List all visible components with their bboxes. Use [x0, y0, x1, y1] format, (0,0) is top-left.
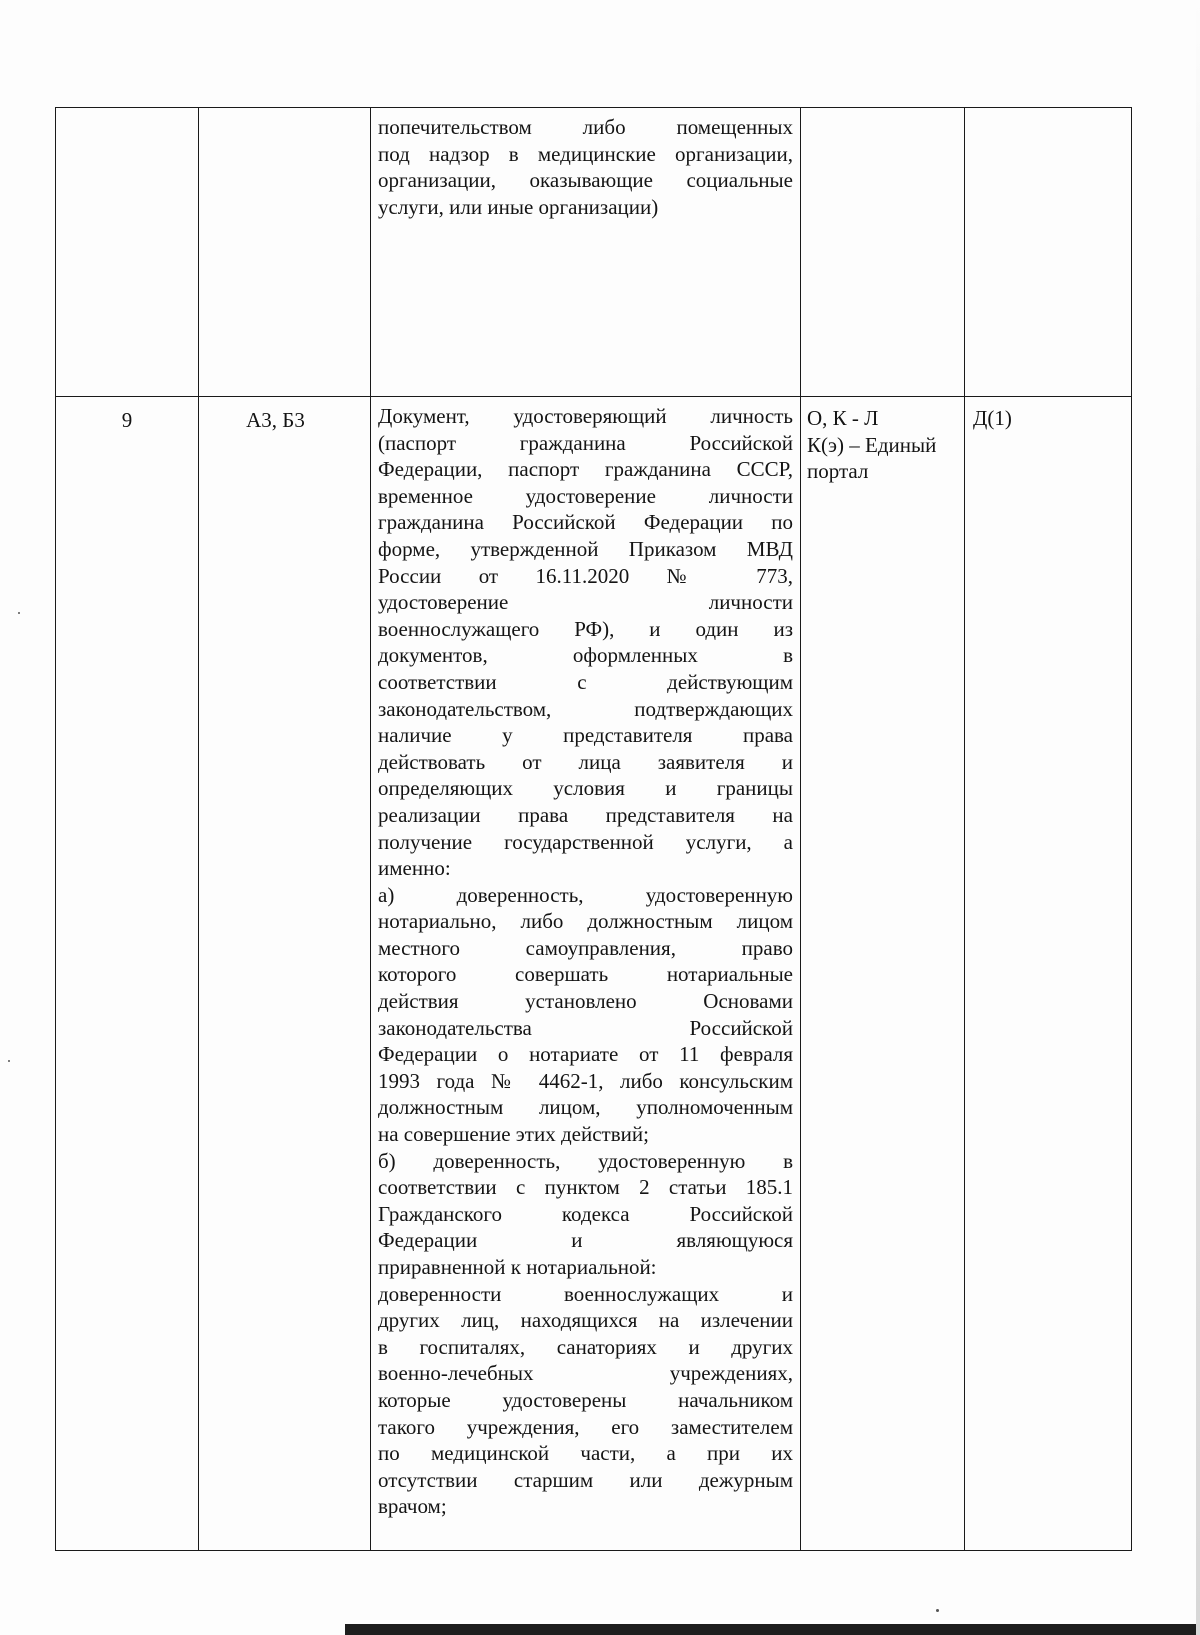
text-line: удостоверение личности [378, 590, 793, 615]
text-line: организации, оказывающие социальные [378, 168, 793, 193]
text-line: соответствии с действующим [378, 669, 793, 694]
text-line: временное удостоверение личности [378, 483, 793, 508]
row-result: Д(1) [973, 406, 1012, 430]
scan-speck [8, 1060, 10, 1062]
text-line: б) доверенность, удостоверенную в [378, 1148, 793, 1173]
channels-text [801, 108, 964, 116]
text-line: военно-лечебных учреждениях, [378, 1361, 793, 1386]
text-line: портал [807, 459, 869, 484]
row-description-cell [371, 108, 801, 397]
text-line: под надзор в медицинские организации, [378, 141, 793, 166]
scan-edge-shadow [1196, 0, 1200, 1635]
text-line: приравненной к нотариальной: [378, 1255, 657, 1279]
text-line: которые удостоверены начальником [378, 1387, 793, 1412]
text-line: получение государственной услуги, а [378, 829, 793, 854]
description-text [371, 397, 800, 1524]
text-line: Документ, удостоверяющий личность [378, 404, 793, 428]
text-line: реализации права представителя на [378, 802, 793, 827]
text-line: которого совершать нотариальные [378, 962, 793, 987]
scan-speck [936, 1609, 939, 1612]
text-line: Федерации о нотариате от 11 февраля [378, 1042, 793, 1067]
text-line: действовать от лица заявителя и [378, 749, 793, 774]
text-line: должностным лицом, уполномоченным [378, 1095, 793, 1120]
text-line: документов, оформленных в [378, 643, 793, 668]
text-line: такого учреждения, его заместителем [378, 1414, 793, 1439]
text-line: врачом; [378, 1494, 447, 1519]
channels-text [801, 397, 964, 485]
text-line: действия установлено Основами [378, 989, 793, 1014]
description-text [371, 108, 800, 224]
scan-edge-bar [345, 1624, 1200, 1635]
text-line: Федерации, паспорт гражданина СССР, [378, 457, 793, 482]
text-line: в госпиталях, санаториях и других [378, 1334, 793, 1359]
text-line: законодательства Российской [378, 1015, 793, 1040]
row-channels-cell [801, 397, 965, 1551]
row-number: 9 [121, 408, 133, 432]
text-line: именно: [378, 856, 451, 881]
text-line: (паспорт гражданина Российской [378, 430, 793, 455]
row-codes-cell [199, 108, 371, 397]
table-row [56, 397, 1132, 1551]
text-line: нотариально, либо должностным лицом [378, 909, 793, 934]
table-row [56, 108, 1132, 397]
text-line: определяющих условия и границы [378, 776, 793, 801]
text-line: а) доверенность, удостоверенную [378, 882, 793, 907]
row-number-cell [56, 397, 199, 1551]
text-line: отсутствии старшим или дежурным [378, 1467, 793, 1492]
text-line: доверенности военнослужащих и [378, 1281, 793, 1306]
text-line: Федерации и являющуюся [378, 1228, 793, 1253]
scan-speck [18, 612, 20, 614]
text-line: законодательством, подтверждающих [378, 696, 793, 721]
text-line: О, К - Л [807, 406, 879, 430]
text-line: форме, утвержденной Приказом МВД [378, 536, 793, 561]
text-line: наличие у представителя права [378, 723, 793, 748]
text-line: 1993 года № 4462-1, либо консульским [378, 1068, 793, 1093]
text-line: Гражданского кодекса Российской [378, 1201, 793, 1226]
row-description-cell [371, 397, 801, 1551]
row-channels-cell [801, 108, 965, 397]
text-line: военнослужащего РФ), и один из [378, 616, 793, 641]
text-line: гражданина Российской Федерации по [378, 510, 793, 535]
documents-table [55, 107, 1132, 1551]
text-line: других лиц, находящихся на излечении [378, 1308, 793, 1333]
row-result-cell [965, 108, 1132, 397]
row-result-cell [965, 397, 1132, 1551]
row-number-cell [56, 108, 199, 397]
text-line: услуги, или иные организации) [378, 194, 659, 219]
row-codes: А3, Б3 [246, 408, 305, 432]
text-line: по медицинской части, а при их [378, 1441, 793, 1466]
text-line: России от 16.11.2020 № 773, [378, 563, 793, 588]
text-line: К(э) – Единый [807, 432, 937, 457]
text-line: соответствии с пунктом 2 статьи 185.1 [378, 1175, 793, 1200]
text-line: местного самоуправления, право [378, 935, 793, 960]
text-line: на совершение этих действий; [378, 1122, 649, 1147]
row-codes-cell [199, 397, 371, 1551]
text-line: попечительством либо помещенных [378, 115, 793, 139]
